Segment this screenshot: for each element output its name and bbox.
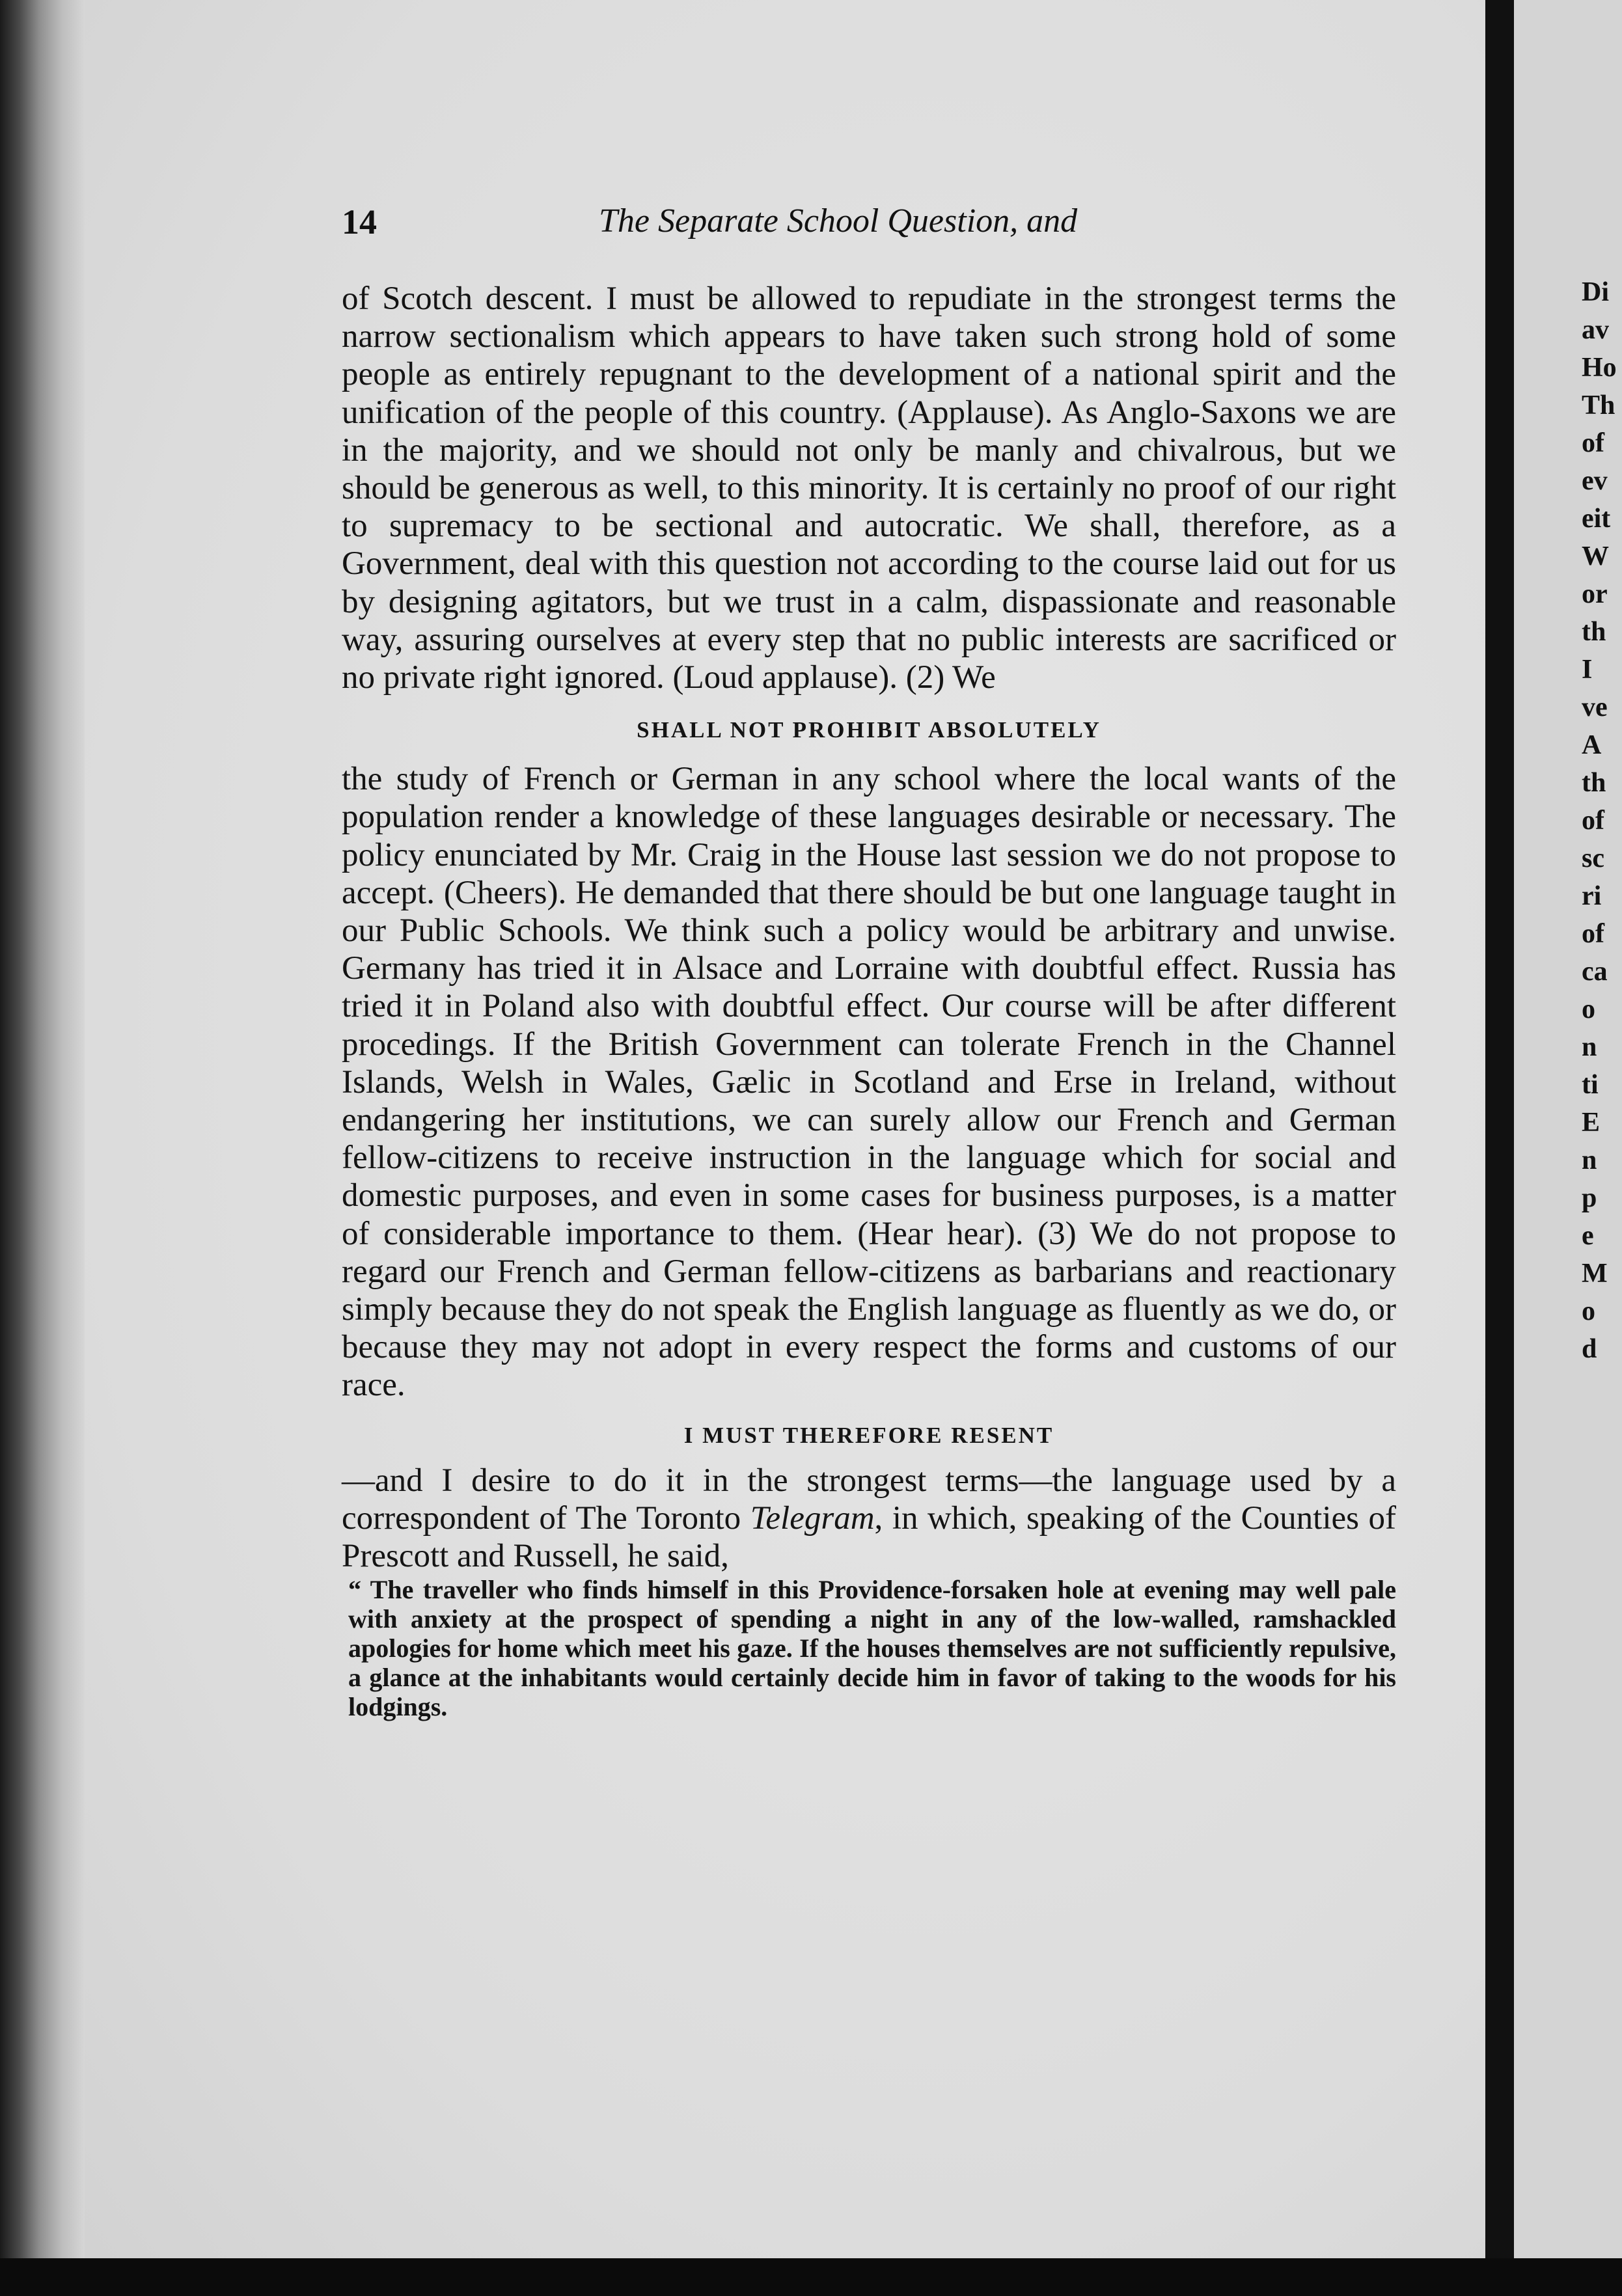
newspaper-title: Telegram [750,1499,875,1537]
facing-page-fragment: ve [1582,692,1608,722]
facing-page-fragment: of [1582,428,1604,458]
facing-page-fragment: A [1582,730,1602,760]
facing-page-fragment: W [1582,541,1609,571]
facing-page-fragment: ti [1582,1070,1599,1100]
facing-page-fragment: n [1582,1032,1597,1062]
facing-page-fragment: Th [1582,390,1615,420]
page-body [342,280,1396,1721]
paragraph-1: of Scotch descent. I must be allowed to repudiate in the strongest terms the narrow sectionalism which appears to have taken such strong hold of some people as entirely repugnant to the development of a national spirit and the unification of the people of this country. (Applause). As Anglo-Saxons we are in the majority, and we should not only be manly and chivalrous, but we should be generous as well, to this minority. It is certainly no proof of our right to supremacy to be sectional and autocratic. We shall, therefore, as a Government, deal with this question not according to the course laid out for us by designing agitators, but we trust in a calm, dispassionate and reasonable way, assuring ourselves at every step that no public interests are sacrificed or no private right ignored. (Loud applause). (2) We [342,280,1396,696]
facing-page-text-fragments [1582,273,1622,1368]
running-title: The Separate School Question, and [599,202,1078,239]
left-binding-edge [0,0,85,2296]
facing-page-fragment: E [1582,1108,1601,1138]
paragraph-2: the study of French or German in any school where the local wants of the population render a knowledge of these languages desirable or necessary. The policy enunciated by Mr. Craig in the House last session we do not propose to accept. (Cheers). He demanded that there should be but one language taught in our Public Schools. We think such a policy would be arbitrary and unwise. Germany has tried it in Alsace and Lorraine with doubtful effect. Russia has tried it in Poland also with doubtful effect. Our course will be after different procedings. If the British Government can tolerate French in the Channel Islands, Welsh in Wales, Gælic in Scotland and Erse in Ireland, without endangering her institutions, we can surely allow our French and German fellow-citizens to receive instruction in the language which for social and domestic purposes, and even in some cases for business purposes, is a matter of considerable importance to them. (Hear hear). (3) We do not propose to regard our French and German fellow-citizens as barbarians and reactionary simply because they do not speak the English language as fluently as we do, or because they may not adopt in every respect the forms and customs of our race. [342,761,1396,1404]
facing-page-fragment: th [1582,617,1606,647]
facing-page-fragment: o [1582,994,1595,1024]
facing-page-fragment: d [1582,1334,1597,1364]
subheading-shall-not-prohibit: SHALL NOT PROHIBIT ABSOLUTELY [637,717,1101,743]
subheading-must-resent: I MUST THEREFORE RESENT [683,1422,1054,1448]
facing-page-fragment: p [1582,1183,1597,1213]
facing-page-fragment: e [1582,1221,1594,1251]
facing-page-fragment: of [1582,806,1604,836]
facing-page-fragment: n [1582,1145,1597,1175]
page-number: 14 [342,202,377,241]
facing-page-fragment: ev [1582,466,1608,496]
facing-page-fragment: eit [1582,504,1611,534]
paragraph-3-lead: —and I desire to do it in the strongest terms—the language used by a correspondent of The Toronto [342,1462,1396,1537]
facing-page-fragment: ca [1582,957,1608,987]
block-quote: “ The traveller who finds himself in this Providence-forsaken hole at evening may well pale with anxiety at the prospect of spending a night in any of the low-walled, ramshackled apologies for home which meet his gaze. If the houses themselves are not sufficiently repulsive, a glance at the inhabitants would certainly decide him in favor of taking to the woods for his lodgings. [348,1575,1396,1722]
scanner-bottom-band [0,2258,1622,2296]
facing-page-fragment: Ho [1582,353,1617,383]
facing-page-fragment: M [1582,1259,1608,1289]
page-header [342,202,1396,254]
facing-page-fragment: ri [1582,881,1602,911]
facing-page-fragment: Di [1582,277,1609,307]
facing-page-fragment: I [1582,655,1593,685]
facing-page-fragment: of [1582,919,1604,949]
facing-page-fragment: av [1582,315,1609,345]
facing-page-fragment: o [1582,1296,1595,1326]
facing-page-fragment: th [1582,768,1606,798]
paragraph-3-tail: , in which, speaking of the Counties of Prescott and Russell, he said, [342,1499,1397,1575]
paragraph-3 [342,1462,1396,1576]
book-spine-shadow [1485,0,1514,2296]
facing-page-fragment: sc [1582,843,1604,873]
facing-page-fragment: or [1582,579,1608,609]
